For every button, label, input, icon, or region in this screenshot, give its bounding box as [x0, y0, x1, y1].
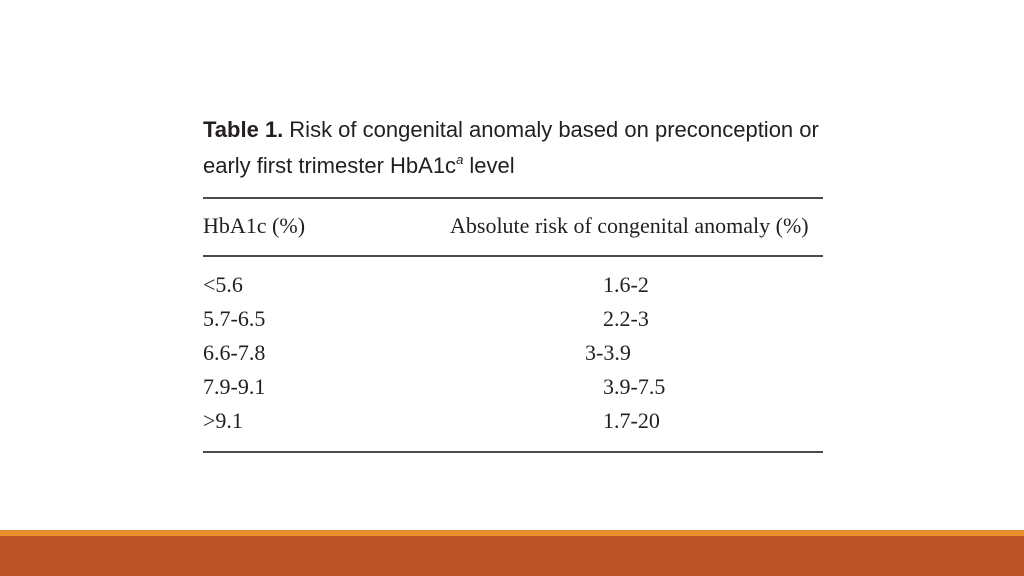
table-cell-risk: 2.2-3 — [603, 306, 649, 331]
column-header-hba1c: HbA1c (%) — [203, 213, 306, 238]
table-caption-text-end: level — [463, 153, 515, 178]
table-cell-risk: 3.9-7.5 — [603, 374, 666, 399]
table-cell-hba1c: 6.6-7.8 — [203, 340, 266, 365]
table-cell-hba1c: 7.9-9.1 — [203, 374, 266, 399]
table-caption-text: Risk of congenital anomaly based on preconception or early first trimester HbA1c — [203, 117, 819, 178]
footer-band — [0, 536, 1024, 576]
table-caption-label: Table 1. — [203, 117, 284, 142]
column-header-absolute-risk: Absolute risk of congenital anomaly (%) — [450, 213, 809, 238]
table-cell-risk: 1.7-20 — [603, 408, 660, 433]
table-cell-hba1c: <5.6 — [203, 272, 243, 297]
table-caption-footnote-marker: a — [456, 152, 464, 167]
table-cell-risk: 3-3.9 — [585, 340, 631, 365]
table-cell-hba1c: 5.7-6.5 — [203, 306, 266, 331]
table-bottom-rule — [203, 451, 823, 453]
table-cell-hba1c: >9.1 — [203, 408, 243, 433]
table-cell-risk: 1.6-2 — [603, 272, 649, 297]
